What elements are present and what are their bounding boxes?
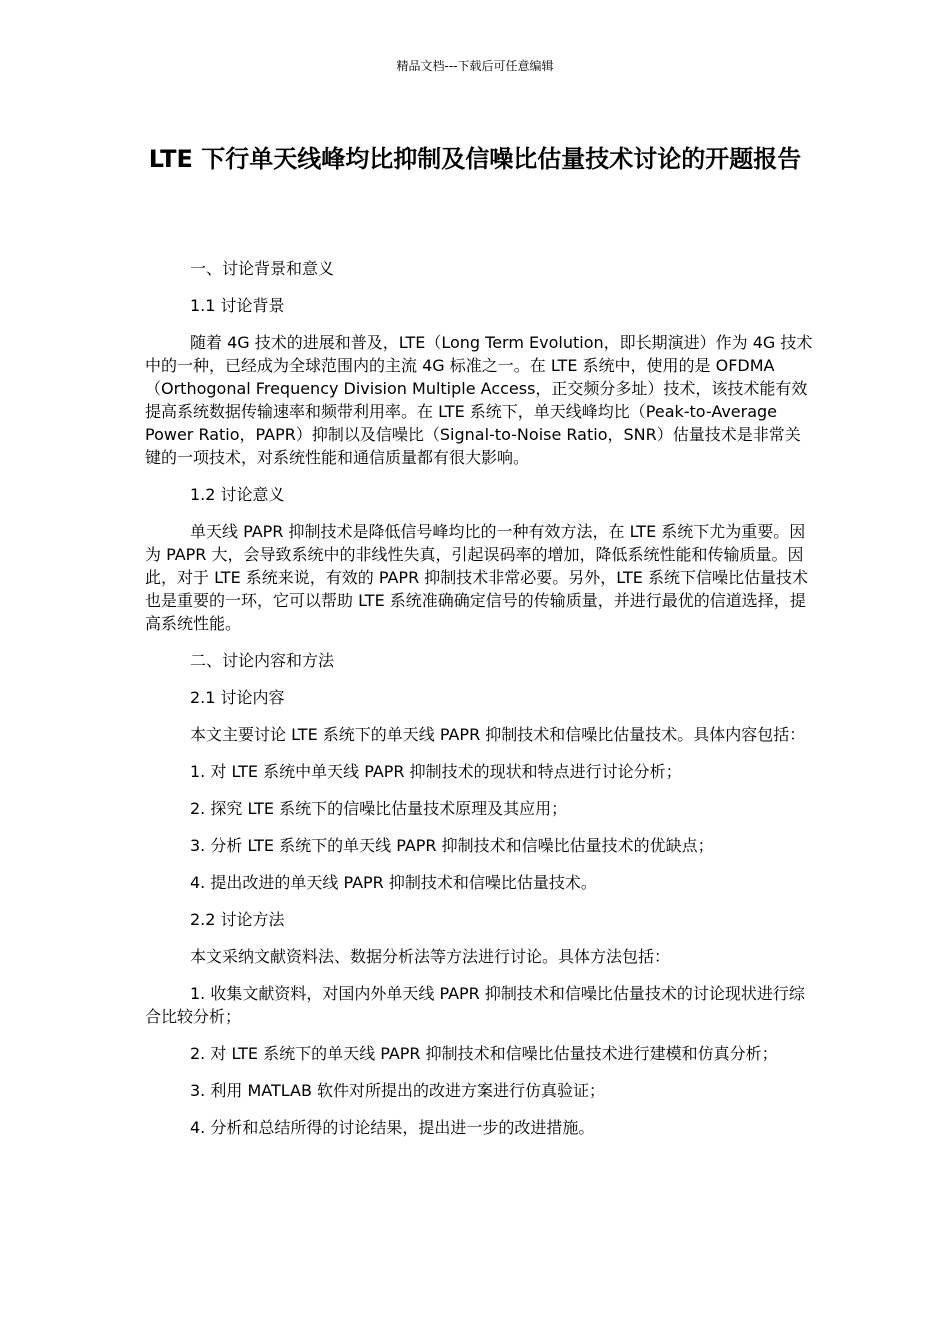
subsection-heading: 1.2 讨论意义 [190, 485, 285, 504]
body-paragraph: 单天线 PAPR 抑制技术是降低信号峰均比的一种有效方法，在 LTE 系统下尤为重要。因为 PAPR 大，会导致系统中的非线性失真，引起误码率的增加，降低系统性能和传输质量。因此，对于 LTE 系统来说，有效的 PAPR 抑制技术非常必要。另外，LTE 系统下信噪比估量技术也是重要的一环，它可以帮助 LTE 系统准确确定信号的传输质量，并进行最优的信道选择，提高系统性能。 [145, 522, 808, 633]
list-item: 2. 探究 LTE 系统下的信噪比估量技术原理及其应用； [190, 799, 568, 818]
body-paragraph: 本文采纳文献资料法、数据分析法等方法进行讨论。具体方法包括： [190, 947, 671, 966]
document-body [145, 257, 815, 1153]
list-item: 1. 对 LTE 系统中单天线 PAPR 抑制技术的现状和特点进行讨论分析； [190, 762, 682, 781]
section-heading: 一、讨论背景和意义 [190, 259, 335, 278]
list-item: 3. 分析 LTE 系统下的单天线 PAPR 抑制技术和信噪比估量技术的优缺点； [190, 836, 714, 855]
body-paragraph: 本文主要讨论 LTE 系统下的单天线 PAPR 抑制技术和信噪比估量技术。具体内容包括： [190, 725, 806, 744]
list-item: 4. 提出改进的单天线 PAPR 抑制技术和信噪比估量技术。 [190, 873, 597, 892]
list-item: 3. 利用 MATLAB 软件对所提出的改进方案进行仿真验证； [190, 1081, 606, 1100]
list-item: 2. 对 LTE 系统下的单天线 PAPR 抑制技术和信噪比估量技术进行建模和仿真分析； [190, 1044, 778, 1063]
subsection-heading: 2.2 讨论方法 [190, 910, 285, 929]
list-item: 1. 收集文献资料，对国内外单天线 PAPR 抑制技术和信噪比估量技术的讨论现状进行综合比较分析； [145, 984, 805, 1026]
header-note: 精品文档---下载后可任意编辑 [396, 59, 554, 73]
body-paragraph: 随着 4G 技术的进展和普及，LTE（Long Term Evolution，即长期演进）作为 4G 技术中的一种，已经成为全球范围内的主流 4G 标准之一。在 LTE 系统中，使用的是 OFDMA（Orthogonal Frequency Division Multiple Access，正交频分多址）技术，该技术能有效提高系统数据传输速率和频带利用率。在 LTE 系统下，单天线峰均比（Peak-to-Average Power Ratio，PAPR）抑制以及信噪比（Signal-to-Noise Ratio，SNR）估量技术是非常关键的一项技术，对系统性能和通信质量都有很大影响。 [145, 333, 813, 467]
subsection-heading: 2.1 讨论内容 [190, 688, 285, 707]
document-title: LTE 下行单天线峰均比抑制及信噪比估量技术讨论的开题报告 [148, 145, 802, 173]
subsection-heading: 1.1 讨论背景 [190, 296, 285, 315]
list-item: 4. 分析和总结所得的讨论结果，提出进一步的改进措施。 [190, 1118, 595, 1137]
section-heading: 二、讨论内容和方法 [190, 651, 335, 670]
